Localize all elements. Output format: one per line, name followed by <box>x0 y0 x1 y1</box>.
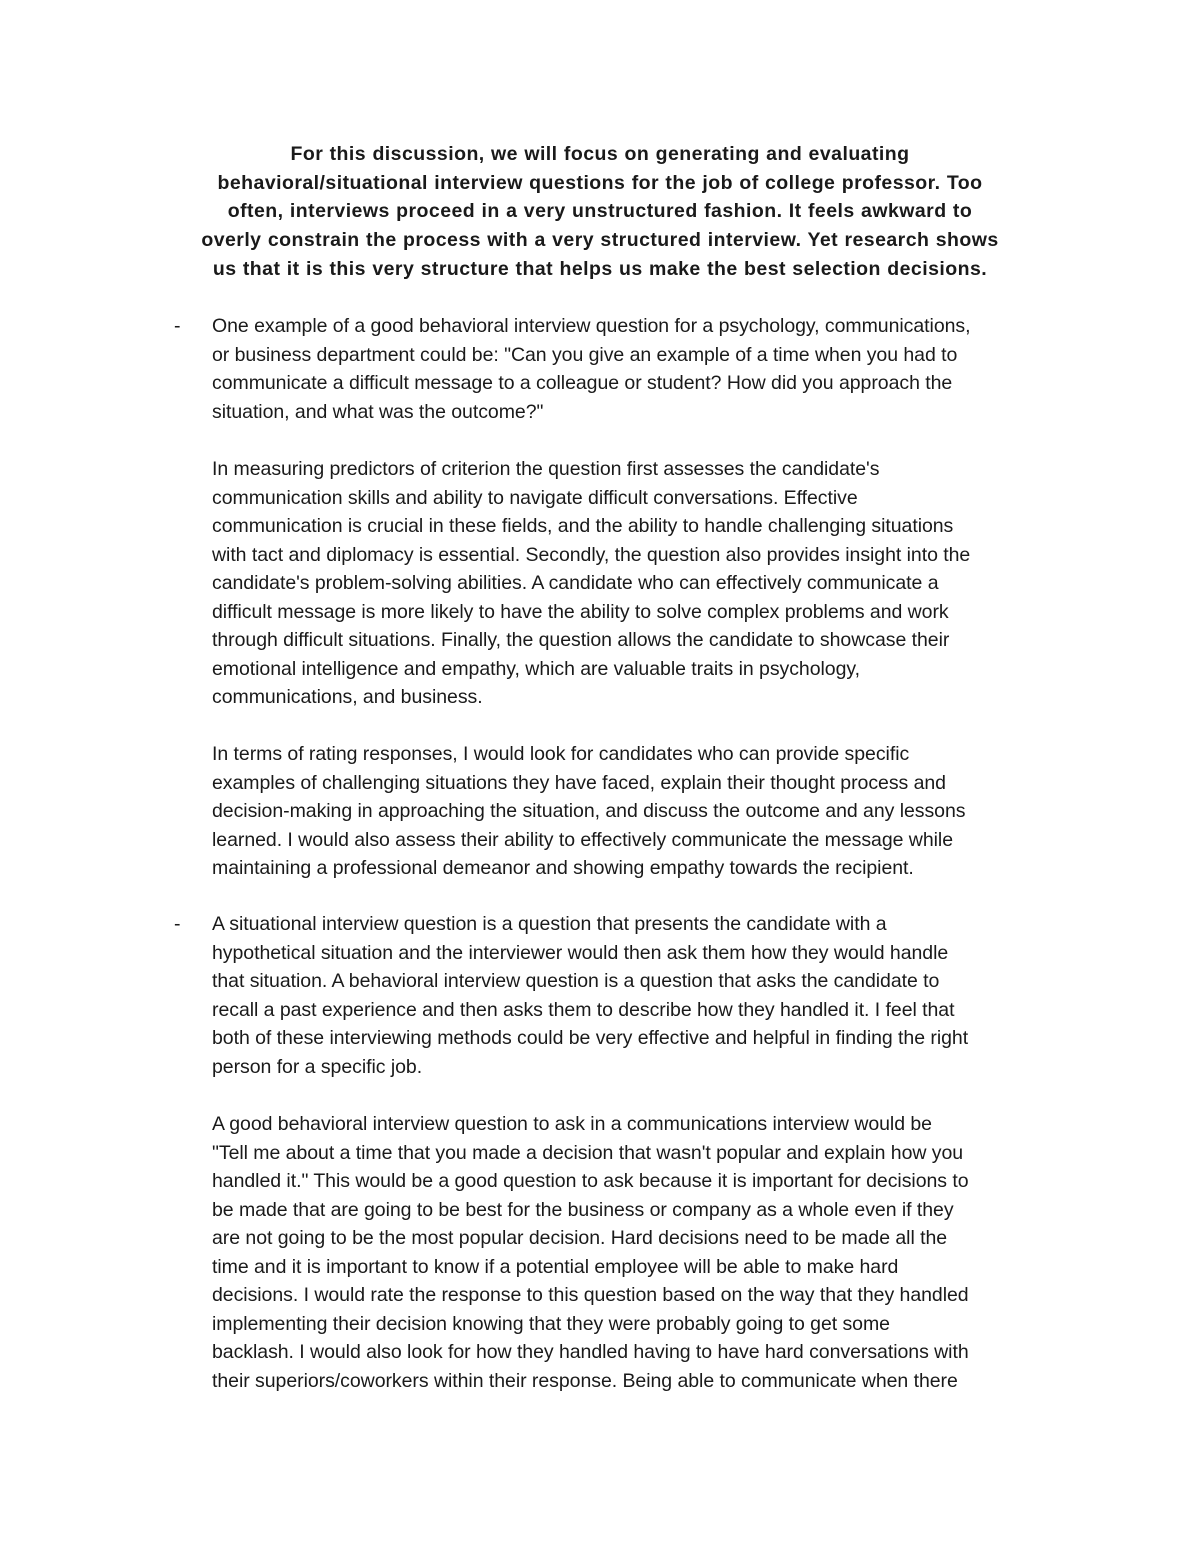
paragraph-predictors <box>212 455 1092 712</box>
paragraph-line: In measuring predictors of criterion the question first assesses the candidate's <box>212 458 880 480</box>
paragraph-line: are not going to be the most popular decision. Hard decisions need to be made all the <box>212 1227 948 1250</box>
paragraph-line: "Tell me about a time that you made a decision that wasn't popular and explain how you <box>212 1141 964 1164</box>
paragraph-line: decisions. I would rate the response to this question based on the way that they handled <box>212 1284 969 1307</box>
heading-line: often, interviews proceed in a very unstructured fashion. It feels awkward to <box>227 200 973 223</box>
paragraph-line: communicate a difficult message to a colleague or student? How did you approach the <box>212 372 953 395</box>
paragraph-line: with tact and diplomacy is essential. Secondly, the question also provides insight into the <box>212 543 971 566</box>
paragraph-line: their superiors/coworkers within their response. Being able to communicate when there <box>212 1369 958 1392</box>
paragraph-line: learned. I would also assess their ability to effectively communicate the message while <box>212 828 953 851</box>
paragraph-situational-vs-behavioral <box>212 910 1092 1081</box>
heading-line: For this discussion, we will focus on generating and evaluating <box>290 143 910 165</box>
paragraph-line: time and it is important to know if a potential employee will be able to make hard <box>212 1255 899 1278</box>
paragraph-line: maintaining a professional demeanor and showing empathy towards the recipient. <box>212 857 914 880</box>
paragraph-line: candidate's problem-solving abilities. A candidate who can effectively communicate a <box>212 572 939 595</box>
heading-line: behavioral/situational interview questions for the job of college professor. Too <box>217 171 983 194</box>
paragraph-line: person for a specific job. <box>212 1055 423 1078</box>
paragraph-line: examples of challenging situations they have faced, explain their thought process and <box>212 771 946 794</box>
paragraph-communications-question <box>212 1110 1092 1395</box>
paragraph-line: or business department could be: "Can you give an example of a time when you had to <box>212 343 958 366</box>
paragraph-example-question <box>212 312 1092 426</box>
paragraph-line: hypothetical situation and the interviewer would then ask them how they would handle <box>212 941 949 964</box>
paragraph-line: recall a past experience and then asks them to describe how they handled it. I feel that <box>212 998 955 1021</box>
paragraph-line: handled it." This would be a good question to ask because it is important for decisions to <box>212 1170 969 1193</box>
heading-line: us that it is this very structure that helps us make the best selection decisions. <box>212 257 988 280</box>
paragraph-line: difficult message is more likely to have the ability to solve complex problems and work <box>212 600 949 623</box>
heading-line: overly constrain the process with a very structured interview. Yet research shows <box>201 229 999 252</box>
paragraph-line: communications, and business. <box>212 686 483 709</box>
paragraph-line: through difficult situations. Finally, the question allows the candidate to showcase their <box>212 629 950 652</box>
paragraph-line: A good behavioral interview question to ask in a communications interview would be <box>212 1113 932 1135</box>
paragraph-line: that situation. A behavioral interview question is a question that asks the candidate to <box>212 970 940 993</box>
paragraph-line: communication skills and ability to navigate difficult conversations. Effective <box>212 486 858 509</box>
paragraph-line: In terms of rating responses, I would look for candidates who can provide specific <box>212 743 910 765</box>
paragraph-line: be made that are going to be best for the business or company as a whole even if they <box>212 1198 954 1221</box>
paragraph-line: A situational interview question is a question that presents the candidate with a <box>212 913 887 935</box>
paragraph-line: implementing their decision knowing that they were probably going to get some <box>212 1312 890 1335</box>
bullet-marker: - <box>174 913 181 935</box>
paragraph-rating-responses <box>212 740 1092 883</box>
paragraph-line: backlash. I would also look for how they handled having to have hard conversations with <box>212 1341 969 1364</box>
paragraph-line: emotional intelligence and empathy, which are valuable traits in psychology, <box>212 657 861 680</box>
discussion-prompt-heading <box>200 140 1000 284</box>
paragraph-line: One example of a good behavioral interview question for a psychology, communications, <box>212 315 971 337</box>
paragraph-line: both of these interviewing methods could be very effective and helpful in finding the right <box>212 1027 969 1050</box>
paragraph-line: decision-making in approaching the situation, and discuss the outcome and any lessons <box>212 800 966 823</box>
bullet-marker: - <box>174 315 181 337</box>
paragraph-line: communication is crucial in these fields, and the ability to handle challenging situations <box>212 515 954 538</box>
paragraph-line: situation, and what was the outcome?" <box>212 400 544 423</box>
